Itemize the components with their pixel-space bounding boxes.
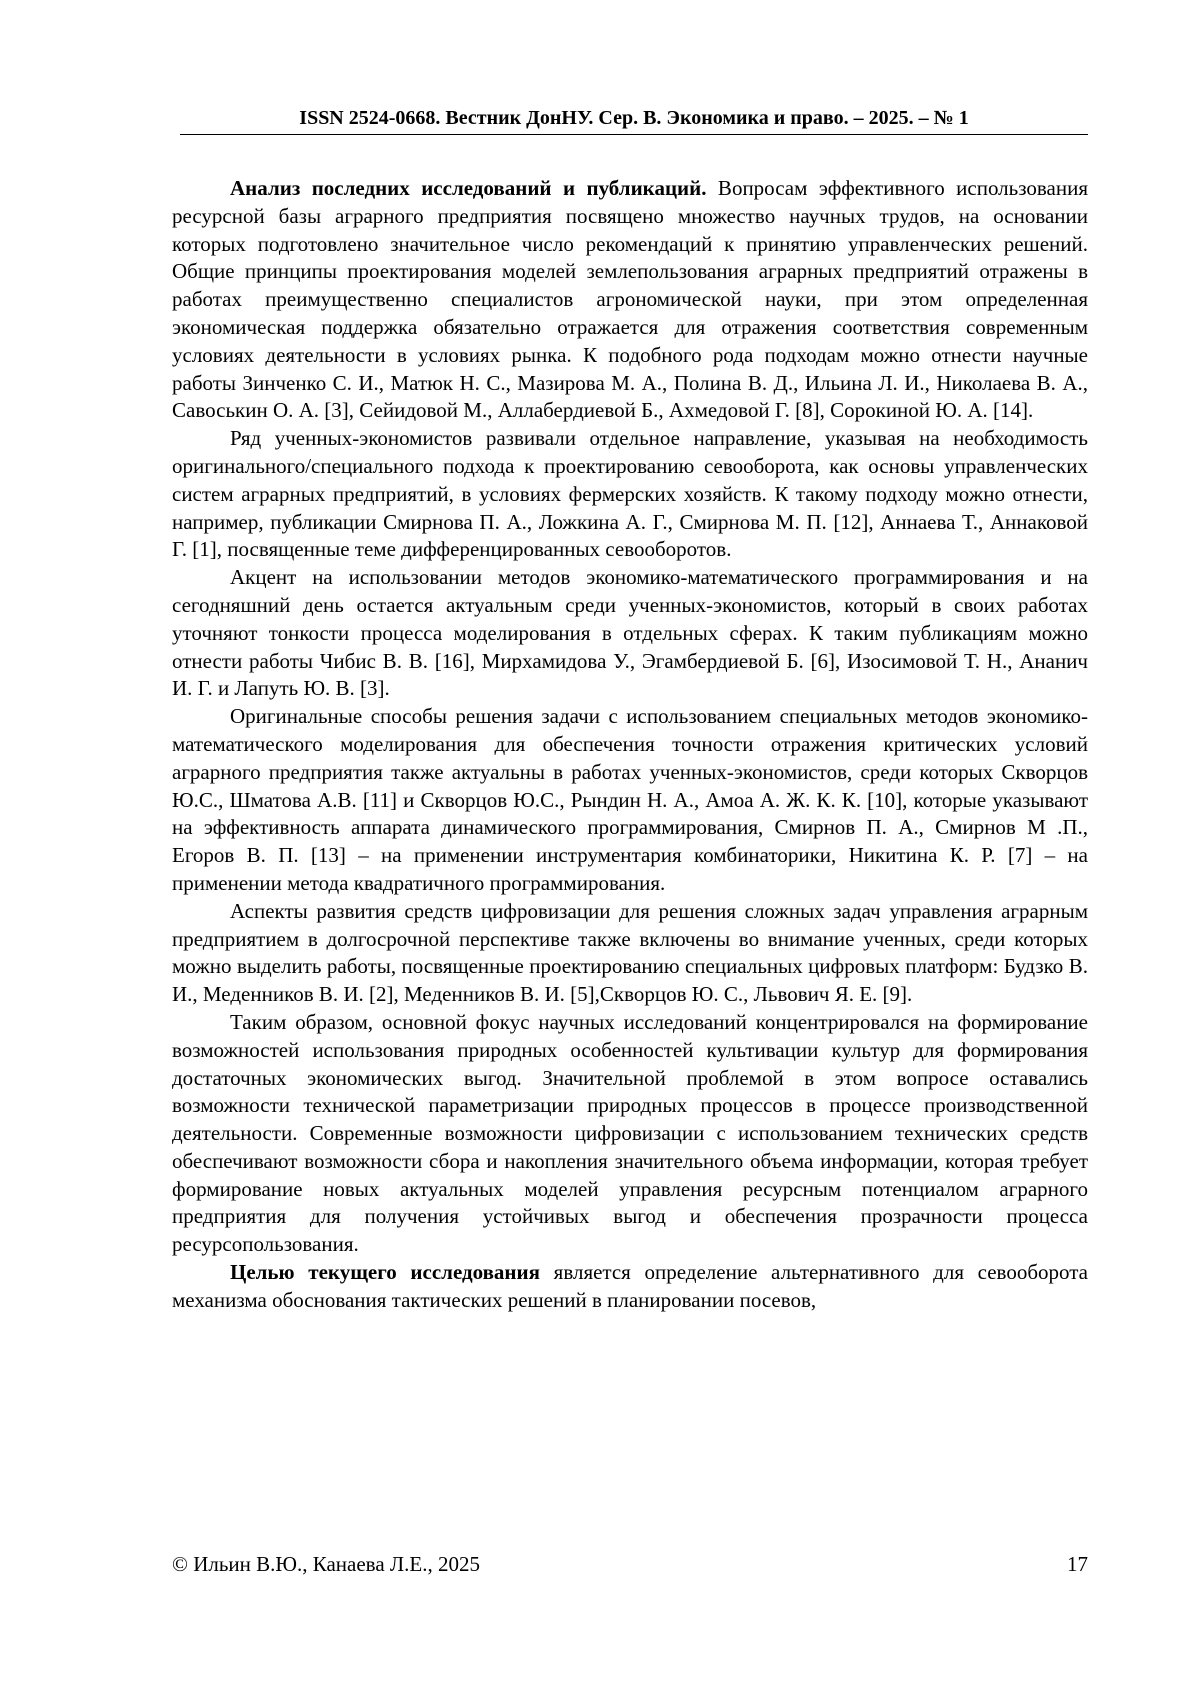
paragraph-lead: Целью текущего исследования bbox=[230, 1260, 540, 1285]
paragraph-modeling-methods bbox=[172, 703, 1088, 898]
paragraph-text: Оригинальные способы решения задачи с использованием специальных методов экономико-математического моделирования для обеспечения точности отражения критических условий аграрного предприятия также актуальны в работах ученных-экономистов, среди которых Скворцов Ю.С., Шматова А.В. [11] и Скворцов Ю.С., Рындин Н. А., Амоа А. Ж. К. К. [10], которые указывают на эффективность аппарата динамического программирования, Смирнов П. А., Смирнов М .П., Егоров В. П. [13] – на применении инструментария комбинаторики, Никитина К. Р. [7] – на применении метода квадратичного программирования. bbox=[172, 704, 1088, 895]
paragraph-text: Вопросам эффективного использования ресурсной базы аграрного предприятия посвящено множество научных трудов, на основании которых подготовлено значительное число рекомендаций к принятию управленческих решений. Общие принципы проектирования моделей землепользования аграрных предприятий отражены в работах преимущественно специалистов агрономической науки, при этом определенная экономическая поддержка обязательно отражается для отражения соответствия современным условиях деятельности в условиях рынка. К подобного рода подходам можно отнести научные работы Зинченко С. И., Матюк Н. С., Мазирова М. А., Полина В. Д., Ильина Л. И., Николаева В. А., Савоськин О. А. [3], Сейидовой М., Аллабердиевой Б., Ахмедовой Г. [8], Сорокиной Ю. А. [14]. bbox=[172, 176, 1088, 423]
article-body bbox=[172, 175, 1088, 1315]
paragraph-goal bbox=[172, 1259, 1088, 1315]
copyright-footer: © Ильин В.Ю., Канаева Л.Е., 2025 bbox=[172, 1552, 480, 1576]
paragraph-text: Таким образом, основной фокус научных исследований концентрировался на формирование возможностей использования природных особенностей культивации культур для формирования достаточных экономических выгод. Значительной проблемой в этом вопросе оставались возможности технической параметризации природных процессов в процессе производственной деятельности. Современные возможности цифровизации с использованием технических средств обеспечивают возможности сбора и накопления значительного объема информации, которая требует формирование новых актуальных моделей управления ресурсным потенциалом аграрного предприятия для получения устойчивых выгод и обеспечения прозрачности процесса ресурсопользования. bbox=[172, 1009, 1088, 1257]
running-header: ISSN 2524-0668. Вестник ДонНУ. Сер. В. Экономика и право. – 2025. – № 1 bbox=[299, 107, 969, 129]
paragraph-text: Ряд ученных-экономистов развивали отдельное направление, указывая на необходимость оригинального/специального подхода к проектированию севооборота, как основы управленческих систем аграрных предприятий, в условиях фермерских хозяйств. К такому подходу можно отнести, например, публикации Смирнова П. А., Ложкина А. Г., Смирнова М. П. [12], Аннаева Т., Аннаковой Г. [1], посвященные теме дифференцированных севооборотов. bbox=[172, 426, 1088, 562]
paragraph-summary bbox=[172, 1009, 1088, 1259]
paragraph-digitalization bbox=[172, 898, 1088, 1009]
page-number: 17 bbox=[1067, 1552, 1088, 1576]
paragraph-math-programming bbox=[172, 564, 1088, 703]
paragraph-analysis bbox=[172, 175, 1088, 425]
paragraph-text: Акцент на использовании методов экономико-математического программирования и на сегодняшний день остается актуальным среди ученных-экономистов, который в своих работах уточняют тонкости процесса моделирования в отдельных сферах. К таким публикациям можно отнести работы Чибис В. В. [16], Мирхамидова У., Эгамбердиевой Б. [6], Изосимовой Т. Н., Ананич И. Г. и Лапуть Ю. В. [3]. bbox=[172, 565, 1088, 701]
paragraph-text: Аспекты развития средств цифровизации для решения сложных задач управления аграрным предприятием в долгосрочной перспективе также включены во внимание ученных, среди которых можно выделить работы, посвященные проектированию специальных цифровых платформ: Будзко В. И., Меденников В. И. [2], Меденников В. И. [5],Скворцов Ю. С., Львович Я. Е. [9]. bbox=[172, 898, 1088, 1007]
header-rule bbox=[180, 134, 1088, 135]
paragraph-text: является определение альтернативного для севооборота механизма обоснования тактических решений в планировании посевов, bbox=[172, 1260, 1088, 1312]
paragraph-lead: Анализ последних исследований и публикаций. bbox=[230, 176, 707, 200]
paragraph-crop-rotation bbox=[172, 425, 1088, 564]
